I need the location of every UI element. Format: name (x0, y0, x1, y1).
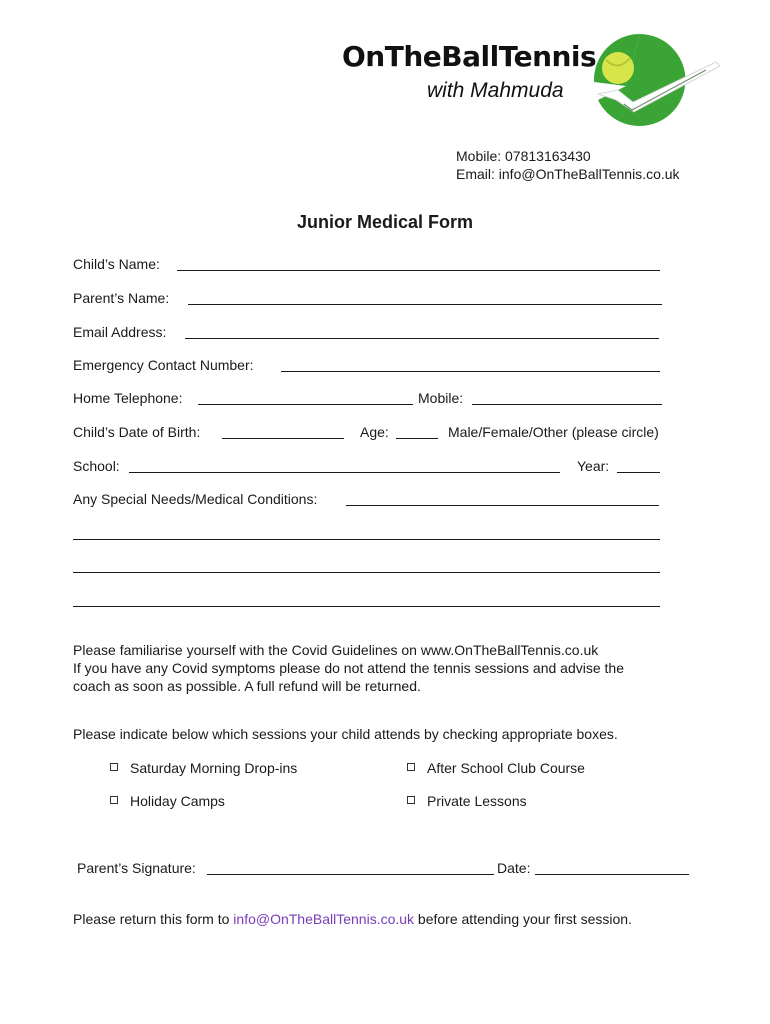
year-label: Year: (577, 458, 610, 474)
special-needs-label: Any Special Needs/Medical Conditions: (73, 491, 318, 507)
school-field[interactable] (129, 472, 560, 473)
session-label: Saturday Morning Drop-ins (130, 760, 298, 776)
date-field[interactable] (535, 874, 689, 875)
session-option-holiday[interactable] (110, 793, 225, 809)
emergency-contact-field[interactable] (281, 371, 660, 372)
session-option-saturday[interactable] (110, 760, 297, 776)
session-option-after-school[interactable] (407, 760, 585, 776)
child-name-field[interactable] (177, 270, 660, 271)
contact-email: Email: info@OnTheBallTennis.co.uk (456, 166, 680, 182)
mobile-label: Mobile: (418, 390, 464, 406)
checkbox-icon[interactable] (407, 796, 415, 804)
session-label: After School Club Course (427, 760, 585, 776)
child-name-label: Child’s Name: (73, 256, 160, 272)
covid-line-3: coach as soon as possible. A full refund will be returned. (73, 678, 421, 694)
gender-option[interactable]: Male/Female/Other (please circle) (448, 424, 659, 440)
special-needs-line-2[interactable] (73, 539, 660, 540)
session-label: Private Lessons (427, 793, 527, 809)
parent-name-field[interactable] (188, 304, 662, 305)
checkbox-icon[interactable] (407, 763, 415, 771)
checkbox-icon[interactable] (110, 796, 118, 804)
return-prefix: Please return this form to (73, 911, 234, 927)
covid-line-2: If you have any Covid symptoms please do not attend the tennis sessions and advise the (73, 660, 624, 676)
age-field[interactable] (396, 438, 438, 439)
date-label: Date: (497, 860, 531, 876)
email-address-field[interactable] (185, 338, 659, 339)
signature-label: Parent’s Signature: (77, 860, 196, 876)
home-telephone-label: Home Telephone: (73, 390, 183, 406)
special-needs-line-3[interactable] (73, 572, 660, 573)
return-instructions (73, 911, 632, 927)
covid-line-1: Please familiarise yourself with the Covid Guidelines on www.OnTheBallTennis.co.uk (73, 642, 599, 658)
tennis-ball-logo-icon (588, 30, 723, 130)
signature-field[interactable] (207, 874, 494, 875)
session-option-private[interactable] (407, 793, 527, 809)
special-needs-line-4[interactable] (73, 606, 660, 607)
dob-label: Child’s Date of Birth: (73, 424, 201, 440)
contact-mobile: Mobile: 07813163430 (456, 148, 591, 164)
email-address-label: Email Address: (73, 324, 167, 340)
home-telephone-field[interactable] (198, 404, 413, 405)
logo-subtitle: with Mahmuda (427, 79, 564, 102)
logo-title: OnTheBallTennis (342, 40, 597, 73)
checkbox-icon[interactable] (110, 763, 118, 771)
covid-notice (73, 641, 624, 695)
return-suffix: before attending your first session. (414, 911, 632, 927)
dob-field[interactable] (222, 438, 344, 439)
parent-name-label: Parent’s Name: (73, 290, 170, 306)
special-needs-field[interactable] (346, 505, 659, 506)
form-title: Junior Medical Form (296, 212, 474, 232)
age-label: Age: (360, 424, 389, 440)
session-label: Holiday Camps (130, 793, 225, 809)
mobile-field[interactable] (472, 404, 662, 405)
school-label: School: (73, 458, 120, 474)
return-email-link[interactable]: info@OnTheBallTennis.co.uk (233, 911, 415, 927)
year-field[interactable] (617, 472, 660, 473)
emergency-contact-label: Emergency Contact Number: (73, 357, 254, 373)
sessions-instruction: Please indicate below which sessions your child attends by checking appropriate boxes. (73, 726, 618, 742)
